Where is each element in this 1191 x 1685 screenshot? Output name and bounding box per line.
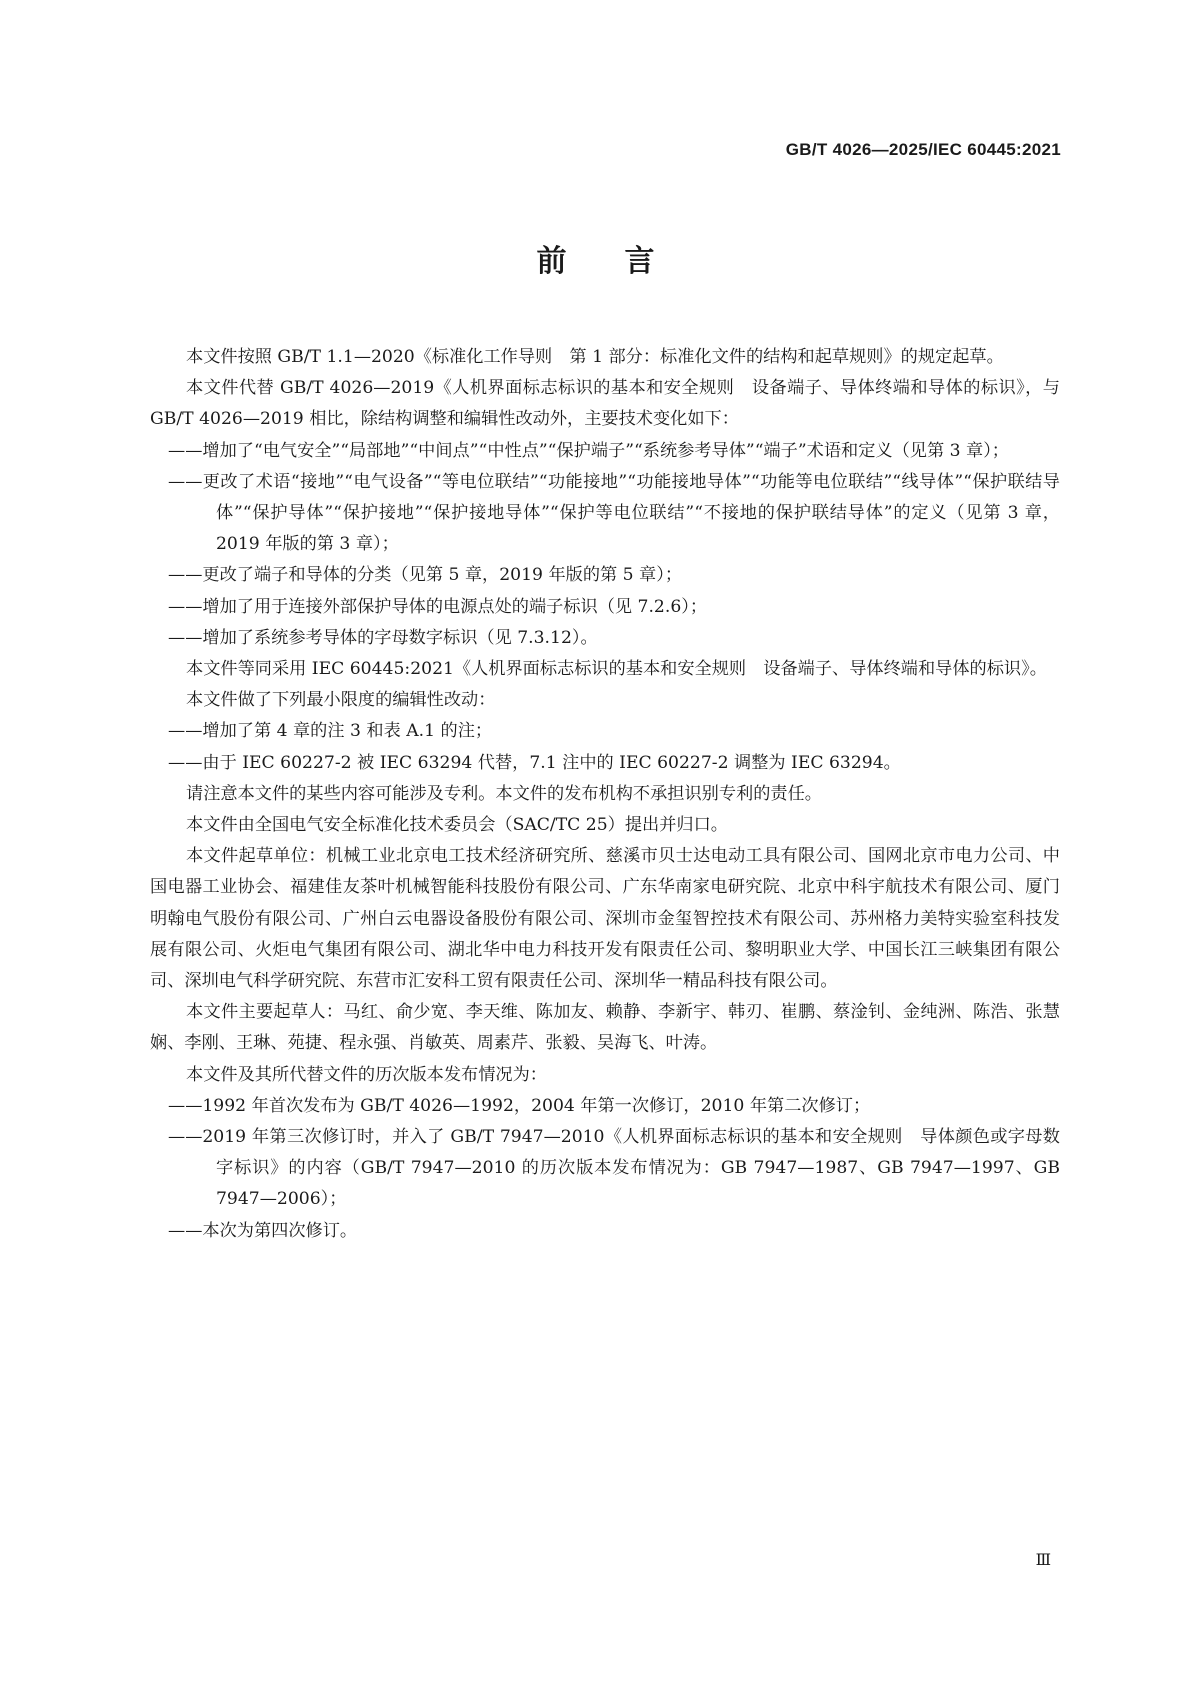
list-item: ——由于 IEC 60227-2 被 IEC 63294 代替，7.1 注中的 IEC 60227-2 调整为 IEC 63294。 [168, 752, 901, 773]
paragraph-editorial-changes: 本文件做了下列最小限度的编辑性改动： [186, 690, 496, 711]
paragraph-patent-notice: 请注意本文件的某些内容可能涉及专利。本文件的发布机构不承担识别专利的责任。 [186, 783, 822, 804]
paragraph-replaces: 本文件代替 GB/T 4026—2019《人机界面标志标识的基本和安全规则 设备端子、导体终端和导体的标识》，与 GB/T 4026—2019 相比，除结构调整和编辑性改动外，主要技术变化如下： [150, 378, 1060, 430]
document-code: GB/T 4026—2025/IEC 60445:2021 [785, 140, 1061, 159]
list-item: ——2019 年第三次修订时，并入了 GB/T 7947—2010《人机界面标志标识的基本和安全规则 导体颜色或字母数字标识》的内容（GB/T 7947—2010 的历次版本发布情况为：GB 7947—1987、GB 7947—1997、GB 7947—2006）； [168, 1127, 1060, 1210]
preface-body [150, 342, 1060, 1247]
list-item: ——增加了系统参考导体的字母数字标识（见 7.3.12）。 [168, 627, 598, 648]
list-item: ——本次为第四次修订。 [168, 1220, 358, 1241]
paragraph-drafting-units: 本文件起草单位：机械工业北京电工技术经济研究所、慈溪市贝士达电动工具有限公司、国网北京市电力公司、中国电器工业协会、福建佳友茶叶机械智能科技股份有限公司、广东华南家电研究院、北京中科宇航技术有限公司、厦门明翰电气股份有限公司、广州白云电器设备股份有限公司、深圳市金玺智控技术有限公司、苏州格力美特实验室科技发展有限公司、火炬电气集团有限公司、湖北华中电力科技开发有限责任公司、黎明职业大学、中国长江三峡集团有限公司、深圳电气科学研究院、东营市汇安科工贸有限责任公司、深圳华一精品科技有限公司。 [150, 846, 1060, 992]
list-item: ——增加了第 4 章的注 3 和表 A.1 的注； [168, 721, 493, 742]
list-item: ——更改了术语“接地”“电气设备”“等电位联结”“功能接地”“功能接地导体”“功能等电位联结”“线导体”“保护联结导体”“保护导体”“保护接地”“保护接地导体”“保护等电位联结”“不接地的保护联结导体”的定义（见第 3 章，2019 年版的第 3 章）； [168, 471, 1060, 555]
list-item: ——更改了端子和导体的分类（见第 5 章，2019 年版的第 5 章）； [168, 565, 683, 586]
paragraph-drafting-rules: 本文件按照 GB/T 1.1—2020《标准化工作导则 第 1 部分：标准化文件的结构和起草规则》的规定起草。 [186, 347, 1004, 367]
list-item: ——增加了“电气安全”“局部地”“中间点”“中性点”“保护端子”“系统参考导体”“端子”术语和定义（见第 3 章）； [168, 440, 1009, 461]
paragraph-drafters: 本文件主要起草人：马红、俞少宽、李天维、陈加友、赖静、李新宇、韩刃、崔鹏、蔡淦钊、金纯洲、陈浩、张慧娴、李刚、王琳、苑捷、程永强、肖敏英、周素芹、张毅、吴海飞、叶涛。 [150, 1002, 1060, 1054]
page-title: 前言 [536, 244, 713, 279]
page-number: Ⅲ [1035, 1552, 1051, 1569]
list-item: ——1992 年首次发布为 GB/T 4026—1992，2004 年第一次修订，2010 年第二次修订； [168, 1095, 871, 1116]
paragraph-version-history: 本文件及其所代替文件的历次版本发布情况为： [186, 1064, 547, 1085]
paragraph-adoption: 本文件等同采用 IEC 60445:2021《人机界面标志标识的基本和安全规则 设备端子、导体终端和导体的标识》。 [186, 659, 1047, 680]
list-item: ——增加了用于连接外部保护导体的电源点处的端子标识（见 7.2.6）； [168, 596, 708, 617]
paragraph-proposer: 本文件由全国电气安全标准化技术委员会（SAC/TC 25）提出并归口。 [186, 815, 728, 836]
